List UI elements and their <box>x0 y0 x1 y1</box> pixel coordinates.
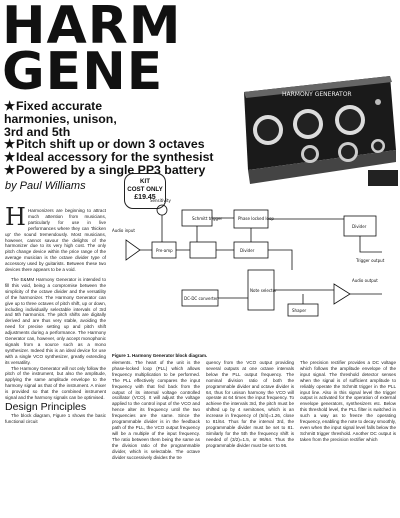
bullet-item: ★Ideal accessory for the synthesist <box>4 150 214 164</box>
svg-text:Shaper: Shaper <box>292 308 307 313</box>
star-icon: ★ <box>4 150 16 164</box>
article-column-1: H Harmonizers are beginning to attract much attention from musicians, particularly for use in live performances where they can 'thicken up' the sound tremendously. Most musicians, however, cannot savour the delights of the harmonizer due to its very high cost. The only pitch change device within the price range of the average musician is the octave divider type of accessory used by guitarists. Between these two devices there appears to be a void. The E&MM Harmony Generator is intended to fill this void, being a compromise between the simplicity of the octave divider and the versatility of the harmonizer. The Harmony Generator can give up to three octaves of pitch shift, up or down, including individually selectable intervals of 3rd and 5th harmonics. The pitch shifts are digitally derived and are thus very stable, avoiding the need for precise setting up and pitch shift adjustments during a performance. The Harmony Generator can, however, only accept monophonic signals from a source such as a mono synthesizer. Indeed this is an ideal device for use with a single VCO synthesizer, greatly extending its versatility. The Harmony Generator will not only follow the pitch of the instrument, but also the amplitude, applying the same amplitude envelope to the harmony signal as that of the instrument. A mixer is provided so that the combined instrument signal and the harmony signals can be optimised. Design Principles The block diagram, Figure 1 shows the basic functional circuit <box>5 203 106 424</box>
svg-text:Divider: Divider <box>352 224 367 229</box>
star-icon: ★ <box>4 137 16 151</box>
svg-text:Trigger output: Trigger output <box>356 258 385 263</box>
article-column-4: The precision rectifier provides a DC voltage which follows the amplitude envelope of the input signal. The threshold detector senses when the signal is of sufficient amplitude to reliably operate the Schmitt trigger in the PLL input line. Also in this signal level the trigger output is activated for the operation of external envelope generators, synthesizers etc. Below this threshold level, the PLL filter is switched in such a way as to freeze the operating frequency, enabling the note to decay smoothly, even when the input signal level falls below the Schmitt trigger threshold. Another DC output is taken from the precision rectifier which <box>300 360 396 442</box>
star-icon: ★ <box>4 163 16 177</box>
amplifier-icon <box>334 284 350 304</box>
sensitivity-knob-icon <box>157 205 167 215</box>
svg-text:Divider: Divider <box>240 248 255 253</box>
amplifier-icon <box>126 240 140 260</box>
block-rectifier <box>190 242 216 258</box>
headline-line-1: HARM <box>2 0 182 56</box>
bullet-item: ★Fixed accurate harmonies, unison, 3rd and 5th <box>4 99 117 139</box>
device-label: HARMONY GENERATOR <box>282 91 352 98</box>
star-icon: ★ <box>4 99 16 113</box>
svg-text:Audio input: Audio input <box>112 228 135 233</box>
section-heading: Design Principles <box>5 401 87 413</box>
led-icon <box>375 99 381 105</box>
device-photo <box>240 66 398 188</box>
svg-text:DC-DC converter: DC-DC converter <box>184 296 218 301</box>
bullet-item: ★Pitch shift up or down 3 octaves <box>4 137 205 151</box>
kit-price-badge: KIT COST ONLY £19.45 <box>124 173 166 209</box>
svg-text:Sensitivity: Sensitivity <box>150 198 171 203</box>
drop-cap: H <box>5 203 26 231</box>
svg-text:Schmitt trigger: Schmitt trigger <box>192 216 223 221</box>
svg-text:Pre-amp: Pre-amp <box>156 248 173 253</box>
svg-text:Note selector: Note selector <box>250 288 277 293</box>
svg-text:Phase locked loop: Phase locked loop <box>238 216 274 221</box>
block-diagram <box>112 192 400 350</box>
article-column-3: quency from the VCO output providing several outputs at one octave intervals below the PLL output frequency. The nominal division ratio of both the programmable divider and octave divider is 64, thus for unison harmony the VCO will operate at 64 times the input frequency. To achieve the intervals 3rd, the pitch must be shifted up by 4 semitones, which is an increase in frequency of (5/4)=1.26, close to 81/64. Thus for the interval 3rd, the programmable divider must be set to 81. Similarly for the 5th the frequency shift is needed of (3/2)=1.5, or 96/64. Thus the programmable divider must be set to 96. <box>206 360 294 448</box>
article-column-2: elements. The heart of the unit is the phase-locked loop (PLL) which allows frequency multiplication to be performed. The PLL effectively compares the input frequency with that fed back from the output of its internal voltage controlled oscillator (VCO). It will adjust the voltage applied to the control input of the VCO and hence alter its frequency until the two frequencies are the same. Since the programmable divider is in the feedback path of the PLL, the VCO output frequency will be a multiple of the input frequency. The ratio between them being the same as the division ratio of the programmable divider, which is selectable. The octave divider successively divides the tre <box>112 360 200 460</box>
headline-line-2: GENE <box>2 42 164 102</box>
byline: by Paul Williams <box>5 180 86 192</box>
bullet-item: ★Powered by a single PP3 battery <box>4 163 206 177</box>
figure-caption: Figure 1. Harmony Generator block diagram. <box>112 353 208 358</box>
svg-text:Audio output: Audio output <box>352 278 378 283</box>
